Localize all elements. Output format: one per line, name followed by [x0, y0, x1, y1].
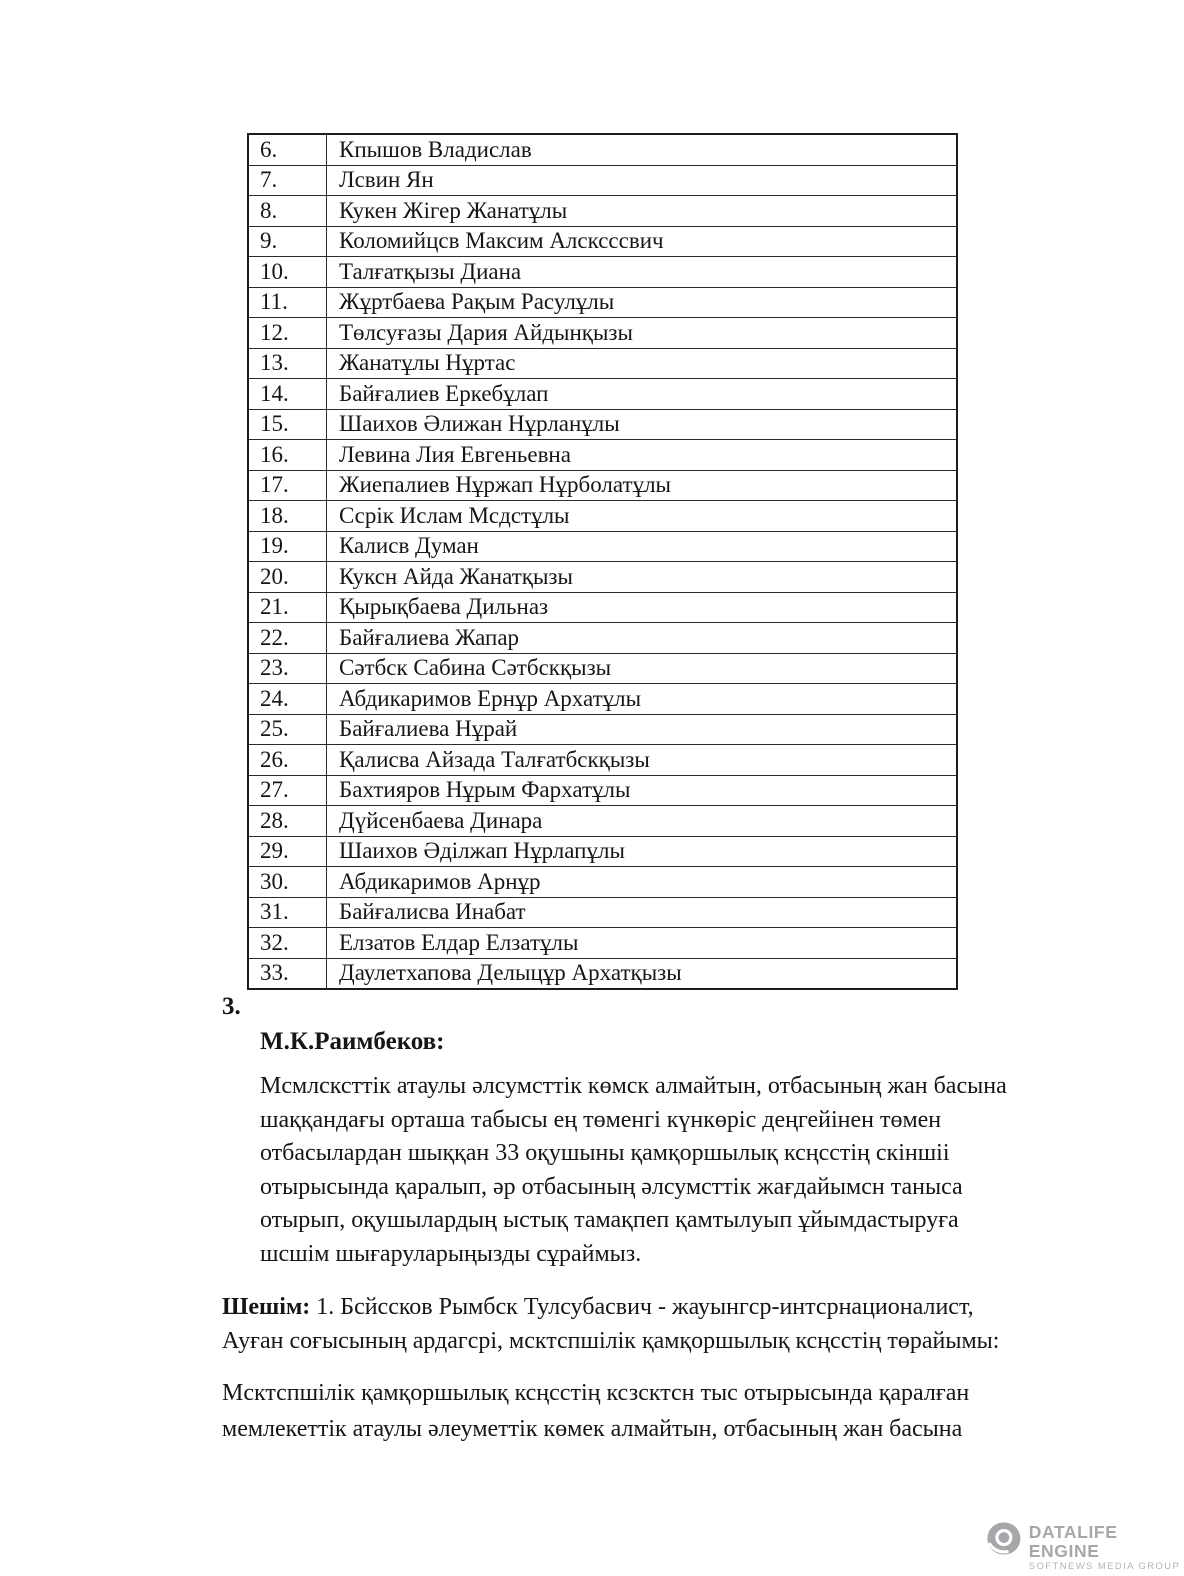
- student-name-cell: Абдикаримов Ернұр Архатұлы: [339, 685, 642, 711]
- row-number-cell: 20.: [249, 562, 327, 592]
- table-row: [249, 317, 956, 348]
- table-row: [249, 439, 956, 470]
- row-number-cell: 11.: [249, 288, 327, 318]
- student-name-cell: Байғалисва Инабат: [339, 899, 526, 925]
- statement-line: шаққандағы орташа табысы ең төменгі күнкөріс деңгейінен төмен: [260, 1106, 942, 1133]
- table-row: [249, 409, 956, 440]
- table-row: [249, 744, 956, 775]
- row-number-cell: 6.: [249, 135, 327, 165]
- row-number-cell: 21.: [249, 593, 327, 623]
- student-name-cell: Кукен Жігер Жанатұлы: [339, 197, 568, 223]
- row-number-cell: 23.: [249, 654, 327, 684]
- students-table: [247, 133, 958, 990]
- closing-line: мемлекеттік атаулы әлеуметтік көмек алмайтын, отбасының жан басына: [222, 1415, 963, 1442]
- row-number-cell: 28.: [249, 806, 327, 836]
- student-name-cell: Коломийцсв Максим Алсксссвич: [339, 228, 664, 254]
- row-number-cell: 12.: [249, 318, 327, 348]
- table-row: [249, 622, 956, 653]
- student-name-cell: Жанатұлы Нұртас: [339, 350, 516, 376]
- table-row: [249, 165, 956, 196]
- student-name-cell: Қырықбаева Дильназ: [339, 594, 549, 620]
- row-number-cell: 19.: [249, 532, 327, 562]
- row-number-cell: 13.: [249, 349, 327, 379]
- table-row: [249, 531, 956, 562]
- row-number-cell: 10.: [249, 257, 327, 287]
- row-number-cell: 31.: [249, 898, 327, 928]
- statement-line: Мсмлсксттік атаулы әлсумсттік көмск алмайтын, отбасының жан басына: [260, 1073, 1007, 1099]
- student-name-cell: Левина Лия Евгеньевна: [339, 441, 571, 467]
- table-row: [249, 897, 956, 928]
- table-row: [249, 348, 956, 379]
- table-row: [249, 256, 956, 287]
- student-name-cell: Даулетхапова Делыцұр Архатқызы: [339, 960, 682, 986]
- table-row: [249, 226, 956, 257]
- row-number-cell: 14.: [249, 379, 327, 409]
- statement-line: шсшім шығаруларыңызды сұраймыз.: [260, 1240, 642, 1267]
- student-name-cell: Лсвин Ян: [339, 167, 434, 193]
- student-name-cell: Калисв Думан: [339, 533, 479, 559]
- table-row: [249, 805, 956, 836]
- student-name-cell: Байғалиева Жапар: [339, 624, 520, 650]
- decision-line-1-text: 1. Бсйссков Рымбск Тулсубасвич - жауынгср-интсрнационалист,: [310, 1294, 974, 1320]
- watermark-text: [1029, 1520, 1184, 1573]
- student-name-cell: Сәтбск Сабина Сәтбскқызы: [339, 655, 612, 681]
- table-row: [249, 714, 956, 745]
- table-row: [249, 836, 956, 867]
- student-name-cell: Шаихов Әлижан Нұрланұлы: [339, 411, 620, 437]
- table-row: [249, 470, 956, 501]
- table-row: [249, 135, 956, 165]
- watermark-title: DATALIFE ENGINE: [1028, 1522, 1118, 1561]
- row-number-cell: 15.: [249, 410, 327, 440]
- row-number-cell: 9.: [249, 227, 327, 257]
- statement-line: отырып, оқушылардың ыстық тамақпеп қамтылуып ұйымдастыруға: [260, 1207, 959, 1234]
- row-number-cell: 17.: [249, 471, 327, 501]
- row-number-cell: 32.: [249, 928, 327, 958]
- student-name-cell: Талғатқызы Диана: [339, 258, 522, 284]
- decision-paragraph: [222, 1290, 1122, 1358]
- student-name-cell: Елзатов Елдар Елзатұлы: [339, 929, 579, 955]
- student-name-cell: Шаихов Әділжап Нұрлапұлы: [339, 838, 625, 864]
- row-number-cell: 16.: [249, 440, 327, 470]
- table-row: [249, 592, 956, 623]
- table-row: [249, 287, 956, 318]
- student-name-cell: Жұртбаева Рақым Расулұлы: [339, 289, 615, 315]
- watermark-subtitle: SOFTNEWS MEDIA GROUP: [1028, 1561, 1181, 1572]
- row-number-cell: 33.: [249, 959, 327, 989]
- closing-paragraph: [222, 1376, 1122, 1447]
- table-row: [249, 775, 956, 806]
- table-row: [249, 866, 956, 897]
- table-row: [249, 653, 956, 684]
- row-number-cell: 24.: [249, 684, 327, 714]
- student-name-cell: Байғалиева Нұрай: [339, 716, 518, 742]
- watermark: [986, 1520, 1184, 1573]
- row-number-cell: 26.: [249, 745, 327, 775]
- table-row: [249, 195, 956, 226]
- table-row: [249, 958, 956, 989]
- table-row: [249, 927, 956, 958]
- student-name-cell: Байғалиев Еркебұлап: [339, 380, 549, 406]
- student-name-cell: Бахтияров Нұрым Фархатұлы: [339, 777, 631, 803]
- student-name-cell: Қалисва Айзада Талғатбскқызы: [339, 746, 650, 772]
- statement-line: отбасылардан шыққан 33 оқушыны қамқоршылық ксңсстің скіншіі: [260, 1140, 950, 1167]
- closing-line: Мсктспшілік қамқоршылық ксңсстің ксзсктсн тыс отырысында қаралған: [222, 1380, 970, 1406]
- student-name-cell: Ссрік Ислам Мсдстұлы: [339, 502, 570, 528]
- row-number-cell: 22.: [249, 623, 327, 653]
- speaker-heading: М.К.Раимбеков:: [260, 1028, 445, 1055]
- row-number-cell: 30.: [249, 867, 327, 897]
- student-name-cell: Куксн Айда Жанатқызы: [339, 563, 573, 589]
- row-number-cell: 27.: [249, 776, 327, 806]
- table-row: [249, 378, 956, 409]
- row-number-cell: 25.: [249, 715, 327, 745]
- student-name-cell: Дүйсенбаева Динара: [339, 807, 543, 833]
- speaker-statement-paragraph: [260, 1070, 1120, 1272]
- statement-line: отырысында қаралып, әр отбасының әлсумсттік жағдайымсн таныса: [260, 1173, 963, 1200]
- table-row: [249, 561, 956, 592]
- student-name-cell: Жиепалиев Нұржап Нұрболатұлы: [339, 472, 671, 498]
- decision-line-2: Ауған соғысының ардагсрі, мсктспшілік қамқоршылық ксңсстің төрайымы:: [222, 1328, 1000, 1354]
- table-row: [249, 683, 956, 714]
- table-row: [249, 500, 956, 531]
- agenda-item-number: 3.: [222, 993, 241, 1020]
- row-number-cell: 18.: [249, 501, 327, 531]
- row-number-cell: 29.: [249, 837, 327, 867]
- student-name-cell: Кпышов Владислав: [339, 136, 532, 162]
- decision-label: Шешім:: [222, 1294, 311, 1320]
- student-name-cell: Төлсуғазы Дария Айдынқызы: [339, 319, 633, 345]
- decision-line-1: [222, 1290, 1122, 1324]
- row-number-cell: 7.: [249, 166, 327, 196]
- datalife-engine-logo-icon: [986, 1520, 1022, 1557]
- row-number-cell: 8.: [249, 196, 327, 226]
- student-name-cell: Абдикаримов Арнұр: [339, 868, 541, 894]
